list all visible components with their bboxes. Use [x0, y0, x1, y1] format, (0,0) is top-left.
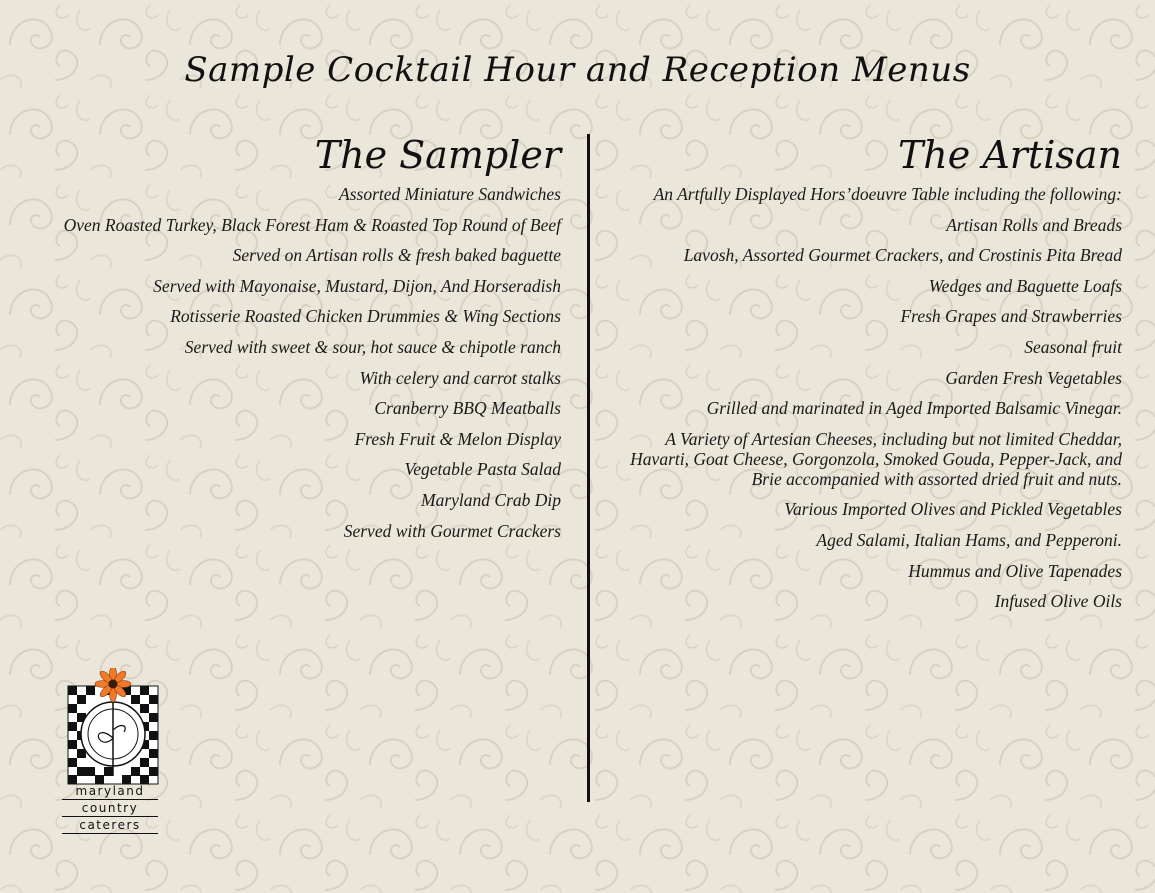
sampler-column — [20, 128, 561, 551]
menu-item: Hummus and Olive Tapenades — [908, 560, 1122, 581]
menu-item: Lavosh, Assorted Gourmet Crackers, and Crostinis Pita Bread — [683, 245, 1122, 266]
menu-item: Artisan Rolls and Breads — [946, 214, 1122, 235]
menu-item: Vegetable Pasta Salad — [404, 459, 561, 480]
artisan-column — [610, 128, 1122, 622]
menu-item: With celery and carrot stalks — [359, 367, 561, 388]
menu-item: Fresh Grapes and Strawberries — [900, 306, 1122, 327]
logo-line: country — [62, 800, 158, 817]
logo-wordmark — [62, 783, 158, 834]
page-title: Sample Cocktail Hour and Reception Menus — [184, 50, 971, 90]
menu-item: Rotisserie Roasted Chicken Drummies & Wing Sections — [170, 306, 561, 327]
sampler-items — [20, 184, 561, 541]
menu-item: Served with Gourmet Crackers — [343, 520, 561, 541]
menu-item: Served with Mayonaise, Mustard, Dijon, And Horseradish — [153, 275, 561, 296]
menu-item: Aged Salami, Italian Hams, and Pepperoni. — [816, 529, 1122, 550]
menu-item: Cranberry BBQ Meatballs — [374, 398, 561, 419]
menu-item: Wedges and Baguette Loafs — [928, 275, 1122, 296]
column-divider — [587, 134, 590, 802]
menu-item: Served on Artisan rolls & fresh baked baguette — [232, 245, 561, 266]
menu-item: An Artfully Displayed Hors’doeuvre Table including the following: — [653, 184, 1122, 204]
sampler-heading: The Sampler — [314, 133, 561, 177]
menu-item: Grilled and marinated in Aged Imported Balsamic Vinegar. — [706, 398, 1122, 419]
menu-item: A Variety of Artesian Cheeses, including but not limited Cheddar, Havarti, Goat Cheese, Gorgonzola, Smoked Gouda, Pepper-Jack, and Brie accompanied with assorted dried fruit and nuts. — [630, 428, 1122, 489]
artisan-items — [610, 184, 1122, 611]
logo-line: maryland — [62, 783, 158, 800]
menu-item: Oven Roasted Turkey, Black Forest Ham & Roasted Top Round of Beef — [63, 214, 561, 235]
artisan-heading: The Artisan — [897, 133, 1122, 177]
menu-item: Fresh Fruit & Melon Display — [354, 428, 561, 449]
menu-item: Garden Fresh Vegetables — [945, 367, 1122, 388]
menu-item: Maryland Crab Dip — [421, 489, 561, 510]
menu-item: Assorted Miniature Sandwiches — [339, 184, 561, 204]
menu-item: Seasonal fruit — [1024, 336, 1122, 357]
menu-item: Infused Olive Oils — [994, 591, 1122, 612]
logo-line: caterers — [62, 817, 158, 834]
menu-item: Various Imported Olives and Pickled Vegetables — [784, 499, 1122, 520]
menu-item: Served with sweet & sour, hot sauce & chipotle ranch — [184, 336, 561, 357]
